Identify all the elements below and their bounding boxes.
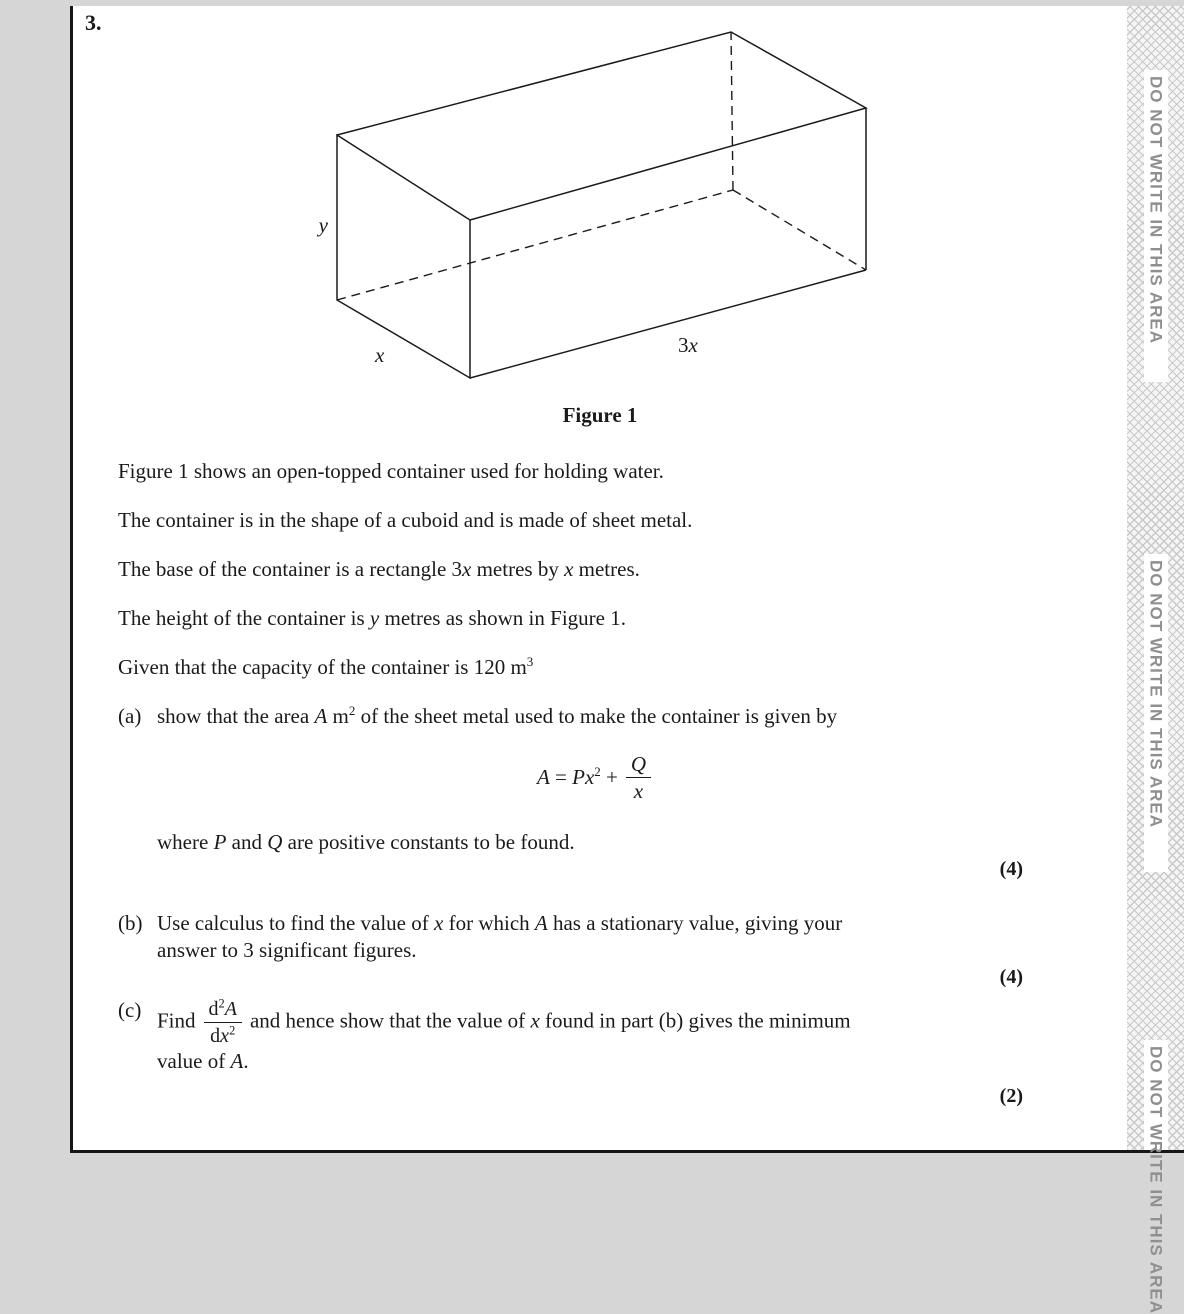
part-a-text: show that the area A $m^2$ of the sheet metal used to make the container is given by	[157, 703, 838, 728]
label-length-3x: 3x	[678, 333, 698, 357]
cuboid-hidden-edges	[337, 32, 866, 300]
part-b-row	[118, 910, 1023, 964]
figure-1-container	[300, 20, 900, 428]
watermark-text-3: DO NOT WRITE IN THIS AREA	[1144, 1040, 1168, 1150]
para-figure-intro: Figure 1 shows an open-topped container used for holding water.	[118, 459, 664, 483]
part-c-row	[118, 997, 1023, 1075]
label-width-x: x	[375, 343, 385, 367]
para-constants: where P and Q are positive constants to be found.	[157, 830, 575, 854]
part-b-label: (b)	[118, 911, 143, 935]
para-height: The height of the container is y metres as shown in Figure 1.	[118, 606, 626, 630]
second-derivative-denominator: $dx^2$	[204, 1022, 242, 1048]
part-c-text	[157, 997, 1023, 1075]
cuboid-solid-edges	[337, 32, 866, 378]
fraction-numerator: Q	[630, 752, 647, 776]
question-text-column	[118, 452, 1023, 1110]
part-a-label: (a)	[118, 704, 142, 728]
part-c-find: Find	[157, 1008, 196, 1033]
mark-part-c: (2)	[999, 1085, 1023, 1107]
figure-caption: Figure 1	[562, 403, 638, 427]
second-derivative-fraction	[204, 997, 242, 1048]
area-equation	[118, 752, 1023, 803]
question-number: 3.	[85, 10, 102, 35]
para-cuboid-shape: The container is in the shape of a cuboid and is made of sheet metal.	[118, 508, 693, 532]
part-c-rest: and hence show that the value of x found in part (b) gives the minimum value of A.	[157, 1008, 851, 1073]
do-not-write-margin	[1127, 6, 1184, 1314]
para-capacity: Given that the capacity of the container is 120 $m^3$	[118, 654, 534, 679]
equation-fraction	[626, 752, 651, 803]
second-derivative-numerator: $d^2A$	[208, 996, 237, 1020]
fraction-denominator: x	[626, 777, 651, 803]
part-a-row	[118, 703, 1023, 730]
watermark-text-2: DO NOT WRITE IN THIS AREA	[1144, 554, 1168, 872]
equation-lhs: $A = Px^2$ +	[536, 764, 618, 789]
cuboid-figure	[300, 20, 900, 405]
part-b-text: Use calculus to find the value of x for which A has a stationary value, giving your answer to 3 significant figures.	[157, 911, 843, 962]
mark-part-b: (4)	[999, 966, 1023, 988]
watermark-text-1: DO NOT WRITE IN THIS AREA	[1144, 70, 1168, 382]
mark-part-a: (4)	[999, 858, 1023, 880]
part-c-label: (c)	[118, 998, 142, 1022]
label-height-y: y	[318, 213, 328, 237]
para-base-size: The base of the container is a rectangle 3x metres by x metres.	[118, 557, 640, 581]
exam-page	[70, 6, 1184, 1314]
